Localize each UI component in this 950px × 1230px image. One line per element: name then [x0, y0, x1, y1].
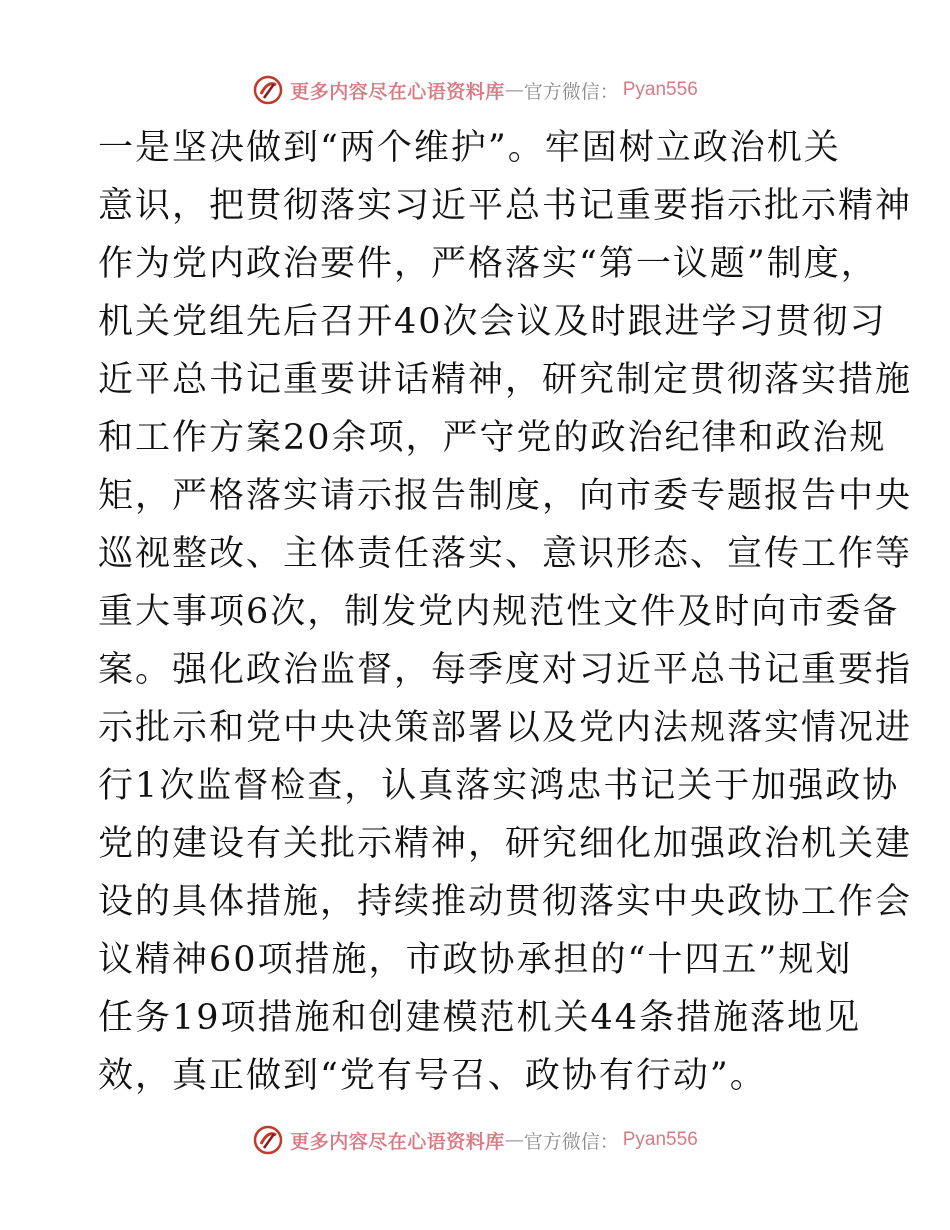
paragraph-line: 案。强化政治监督，每季度对习近平总书记重要指 [98, 650, 913, 690]
watermark-dash: — [504, 1129, 524, 1151]
paragraph-line: 议精神60项措施，市政协承担的“十四五”规划 [98, 940, 853, 980]
logo-icon [252, 74, 284, 106]
logo-icon [252, 1124, 284, 1156]
paragraph-line: 一是坚决做到“两个维护”。牢固树立政治机关 [98, 128, 841, 168]
paragraph-line: 意识，把贯彻落实习近平总书记重要指示批示精神 [98, 186, 913, 226]
paragraph-line: 作为党内政治要件，严格落实“第一议题”制度， [98, 244, 878, 284]
paragraph-line: 近平总书记重要讲话精神，研究制定贯彻落实措施 [98, 360, 913, 400]
header-watermark [0, 70, 950, 110]
paragraph-line: 巡视整改、主体责任落实、意识形态、宣传工作等 [98, 534, 913, 574]
paragraph-line: 示批示和党中央决策部署以及党内法规落实情况进 [98, 708, 913, 748]
watermark-wechat-label: 官方微信： [523, 1130, 619, 1153]
watermark-brand: 更多内容尽在心语资料库 [290, 1130, 505, 1153]
watermark-wechat-label: 官方微信： [523, 80, 619, 103]
paragraph-line: 矩，严格落实请示报告制度，向市委专题报告中央 [98, 476, 913, 516]
paragraph-line: 任务19项措施和创建模范机关44条措施落地见 [98, 998, 862, 1038]
watermark-dash: — [504, 79, 524, 101]
paragraph-line: 党的建设有关批示精神，研究细化加强政治机关建 [98, 824, 913, 864]
paragraph-line: 机关党组先后召开40次会议及时跟进学习贯彻习 [98, 302, 887, 342]
paragraph-line: 行1次监督检查，认真落实鸿忠书记关于加强政协 [98, 766, 900, 806]
paragraph-line: 效，真正做到“党有号召、政协有行动”。 [98, 1056, 767, 1096]
watermark-wechat-id: Pyan556 [622, 1129, 698, 1150]
paragraph-line: 设的具体措施，持续推动贯彻落实中央政协工作会 [98, 882, 913, 922]
watermark-brand: 更多内容尽在心语资料库 [290, 80, 505, 103]
paragraph-line: 和工作方案20余项，严守党的政治纪律和政治规 [98, 418, 887, 458]
paragraph-line: 重大事项6次，制发党内规范性文件及时向市委备 [98, 592, 900, 632]
footer-watermark [0, 1120, 950, 1160]
watermark-wechat-id: Pyan556 [622, 79, 698, 100]
